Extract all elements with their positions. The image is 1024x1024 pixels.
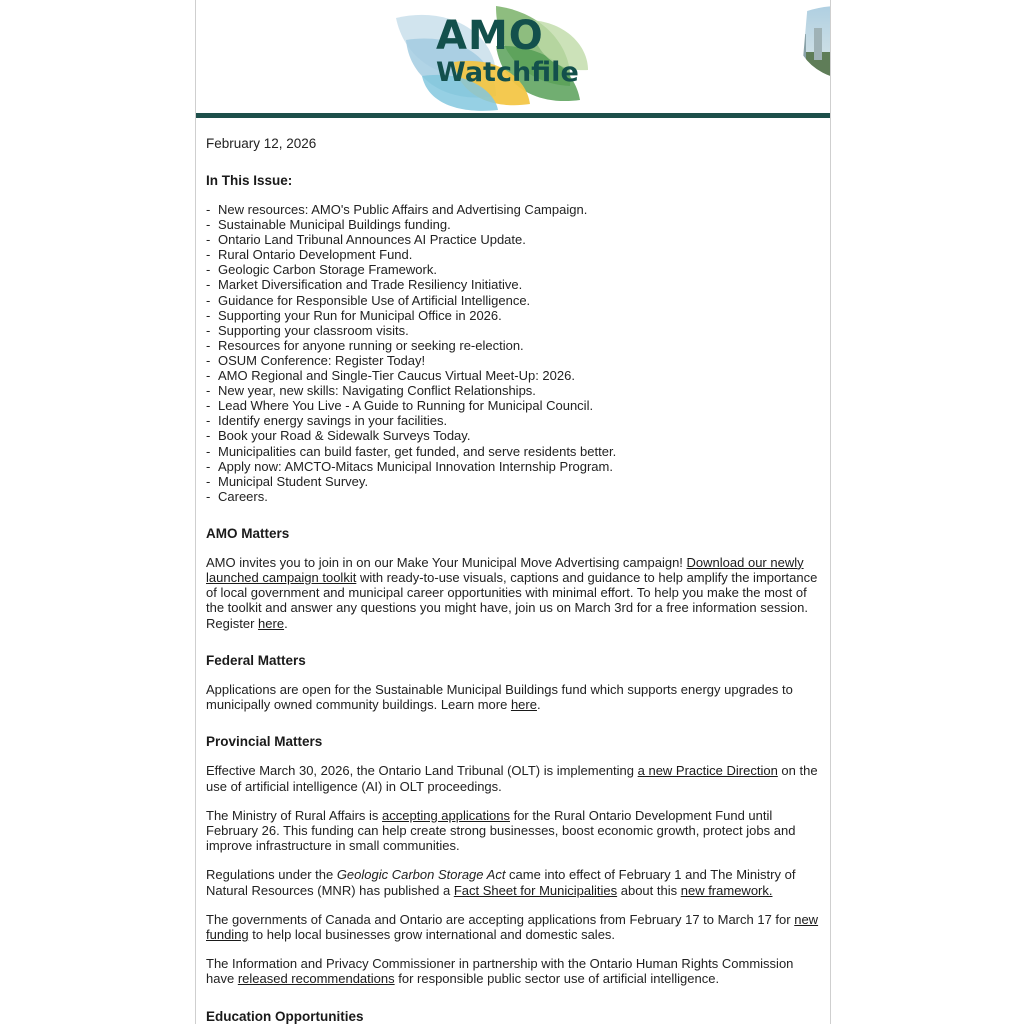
page-gutter-right — [831, 0, 1024, 1024]
bullet-dash: - — [206, 202, 211, 217]
bullet-dash: - — [206, 247, 211, 263]
list-item[interactable]: - OSUM Conference: Register Today! — [206, 352, 426, 368]
section-heading-federal-matters: Federal Matters — [206, 652, 306, 668]
list-item[interactable]: - Municipalities can build faster, get funded, and serve residents better. — [206, 443, 617, 459]
section-heading-amo-matters: AMO Matters — [206, 525, 290, 541]
paragraph-geologic-carbon-storage: Regulations under the Geologic Carbon Storage Act came into effect of February 1 and The Ministry of Natural Resources (MNR) has published a Fact Sheet for Municipalities about this new framework. — [206, 867, 796, 898]
list-item[interactable]: - Book your Road & Sidewalk Surveys Today. — [206, 428, 471, 444]
section-heading-education-opportunities: Education Opportunities — [206, 1008, 364, 1024]
table-of-contents — [206, 202, 820, 504]
photo-leaves-icon — [786, 0, 830, 113]
paragraph-trade-funding: The governments of Canada and Ontario are accepting applications from February 17 to March 17 for new funding to help local businesses grow international and domestic sales. — [206, 911, 819, 942]
list-item[interactable]: - Municipal Student Survey. — [206, 473, 369, 489]
list-item[interactable]: - Ontario Land Tribunal Announces AI Practice Update. — [206, 232, 526, 248]
bullet-dash: - — [206, 277, 211, 293]
bullet-dash: - — [206, 383, 211, 399]
link-learn-more-here[interactable]: here — [510, 697, 537, 713]
list-item[interactable]: - Supporting your Run for Municipal Office in 2026. — [206, 307, 502, 323]
link-new-funding[interactable]: new funding — [206, 911, 819, 942]
link-practice-direction[interactable]: a new Practice Direction — [637, 763, 778, 779]
logo-watchfile-text: Watchfile — [436, 57, 579, 88]
bullet-dash: - — [206, 217, 211, 233]
bullet-dash: - — [206, 398, 211, 414]
paragraph-federal-matters: Applications are open for the Sustainable Municipal Buildings fund which supports energy upgrades to municipally owned community buildings. Learn more here. — [206, 681, 793, 713]
bullet-dash: - — [206, 322, 211, 338]
list-item[interactable]: - Lead Where You Live - A Guide to Running for Municipal Council. — [206, 398, 594, 414]
amo-watchfile-logo — [436, 13, 616, 88]
paragraph-olt-practice-direction: Effective March 30, 2026, the Ontario Land Tribunal (OLT) is implementing a new Practice Direction on the use of artificial intelligence (AI) in OLT proceedings. — [206, 763, 818, 794]
list-item[interactable]: - Rural Ontario Development Fund. — [206, 247, 413, 263]
paragraph-rural-ontario-development-fund: The Ministry of Rural Affairs is accepting applications for the Rural Ontario Development Fund until February 26. This funding can help create strong businesses, boost economic growth, protect jobs and improve infrastructure in small communities. — [206, 807, 796, 854]
bullet-dash: - — [206, 337, 211, 353]
bullet-dash: - — [206, 443, 211, 459]
list-item[interactable]: - Apply now: AMCTO-Mitacs Municipal Innovation Internship Program. — [206, 458, 613, 474]
paragraph-ai-recommendations: The Information and Privacy Commissioner in partnership with the Ontario Human Rights Commission have released recommendations for responsible public sector use of artificial intelligence. — [206, 956, 794, 987]
list-item[interactable]: - New resources: AMO's Public Affairs and Advertising Campaign. — [206, 202, 588, 217]
link-accepting-applications[interactable]: accepting applications — [382, 807, 510, 823]
bullet-dash: - — [206, 488, 211, 504]
newsletter-content — [196, 113, 830, 1024]
link-campaign-toolkit[interactable]: Download our newly launched campaign toolkit — [206, 554, 804, 586]
list-item[interactable]: - AMO Regional and Single-Tier Caucus Virtual Meet-Up: 2026. — [206, 368, 575, 384]
bullet-dash: - — [206, 428, 211, 444]
list-item[interactable]: - Resources for anyone running or seeking re-election. — [206, 337, 524, 353]
logo-amo-text: AMO — [436, 13, 544, 59]
link-register-here[interactable]: here — [258, 615, 285, 631]
list-item[interactable]: - Geologic Carbon Storage Framework. — [206, 262, 437, 278]
list-item[interactable]: - Guidance for Responsible Use of Artificial Intelligence. — [206, 292, 531, 308]
list-item[interactable]: - Market Diversification and Trade Resiliency Initiative. — [206, 277, 523, 293]
bullet-dash: - — [206, 307, 211, 323]
list-item[interactable]: - Supporting your classroom visits. — [206, 322, 409, 338]
bullet-dash: - — [206, 232, 211, 248]
paragraph-amo-matters: AMO invites you to join in on our Make Your Municipal Move Advertising campaign! Download our newly launched campaign toolkit with ready-to-use visuals, captions and guidance to help amplify the importance of local government and municipal career opportunities with minimal effort. To help you make the most of the toolkit and answer any questions you might have, join us on March 3rd for a free information session. Register here. — [206, 554, 818, 631]
bullet-dash: - — [206, 413, 211, 429]
newsletter-sheet — [195, 0, 831, 1024]
section-heading-provincial-matters: Provincial Matters — [206, 734, 323, 750]
list-item[interactable]: - Sustainable Municipal Buildings funding. — [206, 217, 451, 233]
list-item[interactable]: - New year, new skills: Navigating Conflict Relationships. — [206, 383, 536, 399]
bullet-dash: - — [206, 368, 211, 384]
in-this-issue-heading: In This Issue: — [206, 173, 293, 188]
act-title-italic: Geologic Carbon Storage Act — [336, 867, 506, 883]
bullet-dash: - — [206, 473, 211, 489]
bullet-dash: - — [206, 262, 211, 278]
newsletter-banner — [196, 0, 830, 113]
page-gutter-left — [0, 0, 195, 1024]
list-item[interactable]: - Careers. — [206, 488, 268, 504]
list-item[interactable]: - Identify energy savings in your facilities. — [206, 413, 448, 429]
link-released-recommendations[interactable]: released recommendations — [237, 971, 395, 987]
bullet-dash: - — [206, 458, 211, 474]
bullet-dash: - — [206, 292, 211, 308]
bullet-dash: - — [206, 352, 211, 368]
link-fact-sheet[interactable]: Fact Sheet for Municipalities — [453, 882, 618, 898]
banner-underline-bar — [196, 113, 830, 118]
link-new-framework[interactable]: new framework. — [680, 882, 773, 898]
issue-date: February 12, 2026 — [206, 136, 317, 151]
